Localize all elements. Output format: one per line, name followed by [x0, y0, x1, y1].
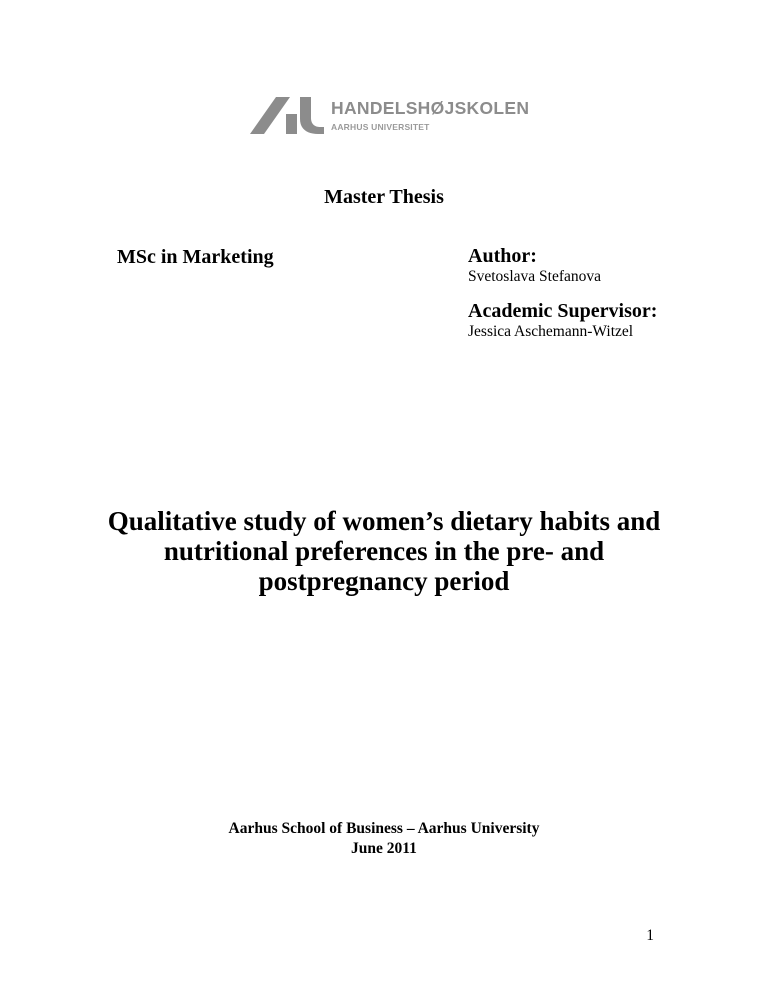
author-name: Svetoslava Stefanova [468, 268, 602, 285]
thesis-title-line: Qualitative study of women’s dietary habits and [107, 506, 661, 536]
university-logo [246, 94, 542, 140]
supervisor-label: Academic Supervisor: [468, 300, 658, 322]
page-number: 1 [646, 927, 654, 944]
logo-subtitle: AARHUS UNIVERSITET [331, 122, 430, 132]
institution: Aarhus School of Business – Aarhus University [228, 820, 540, 837]
author-label: Author: [468, 245, 537, 267]
degree: MSc in Marketing [117, 246, 274, 268]
date: June 2011 [351, 840, 417, 857]
supervisor-name: Jessica Aschemann-Witzel [468, 323, 634, 340]
aarhus-university-logo-mark-icon [246, 94, 326, 140]
thesis-title-line: postpregnancy period [258, 566, 510, 596]
thesis-title [84, 506, 684, 596]
logo-name: HANDELSHØJSKOLEN [331, 98, 530, 118]
thesis-title-line: nutritional preferences in the pre- and [163, 536, 605, 566]
document-type: Master Thesis [324, 186, 444, 208]
